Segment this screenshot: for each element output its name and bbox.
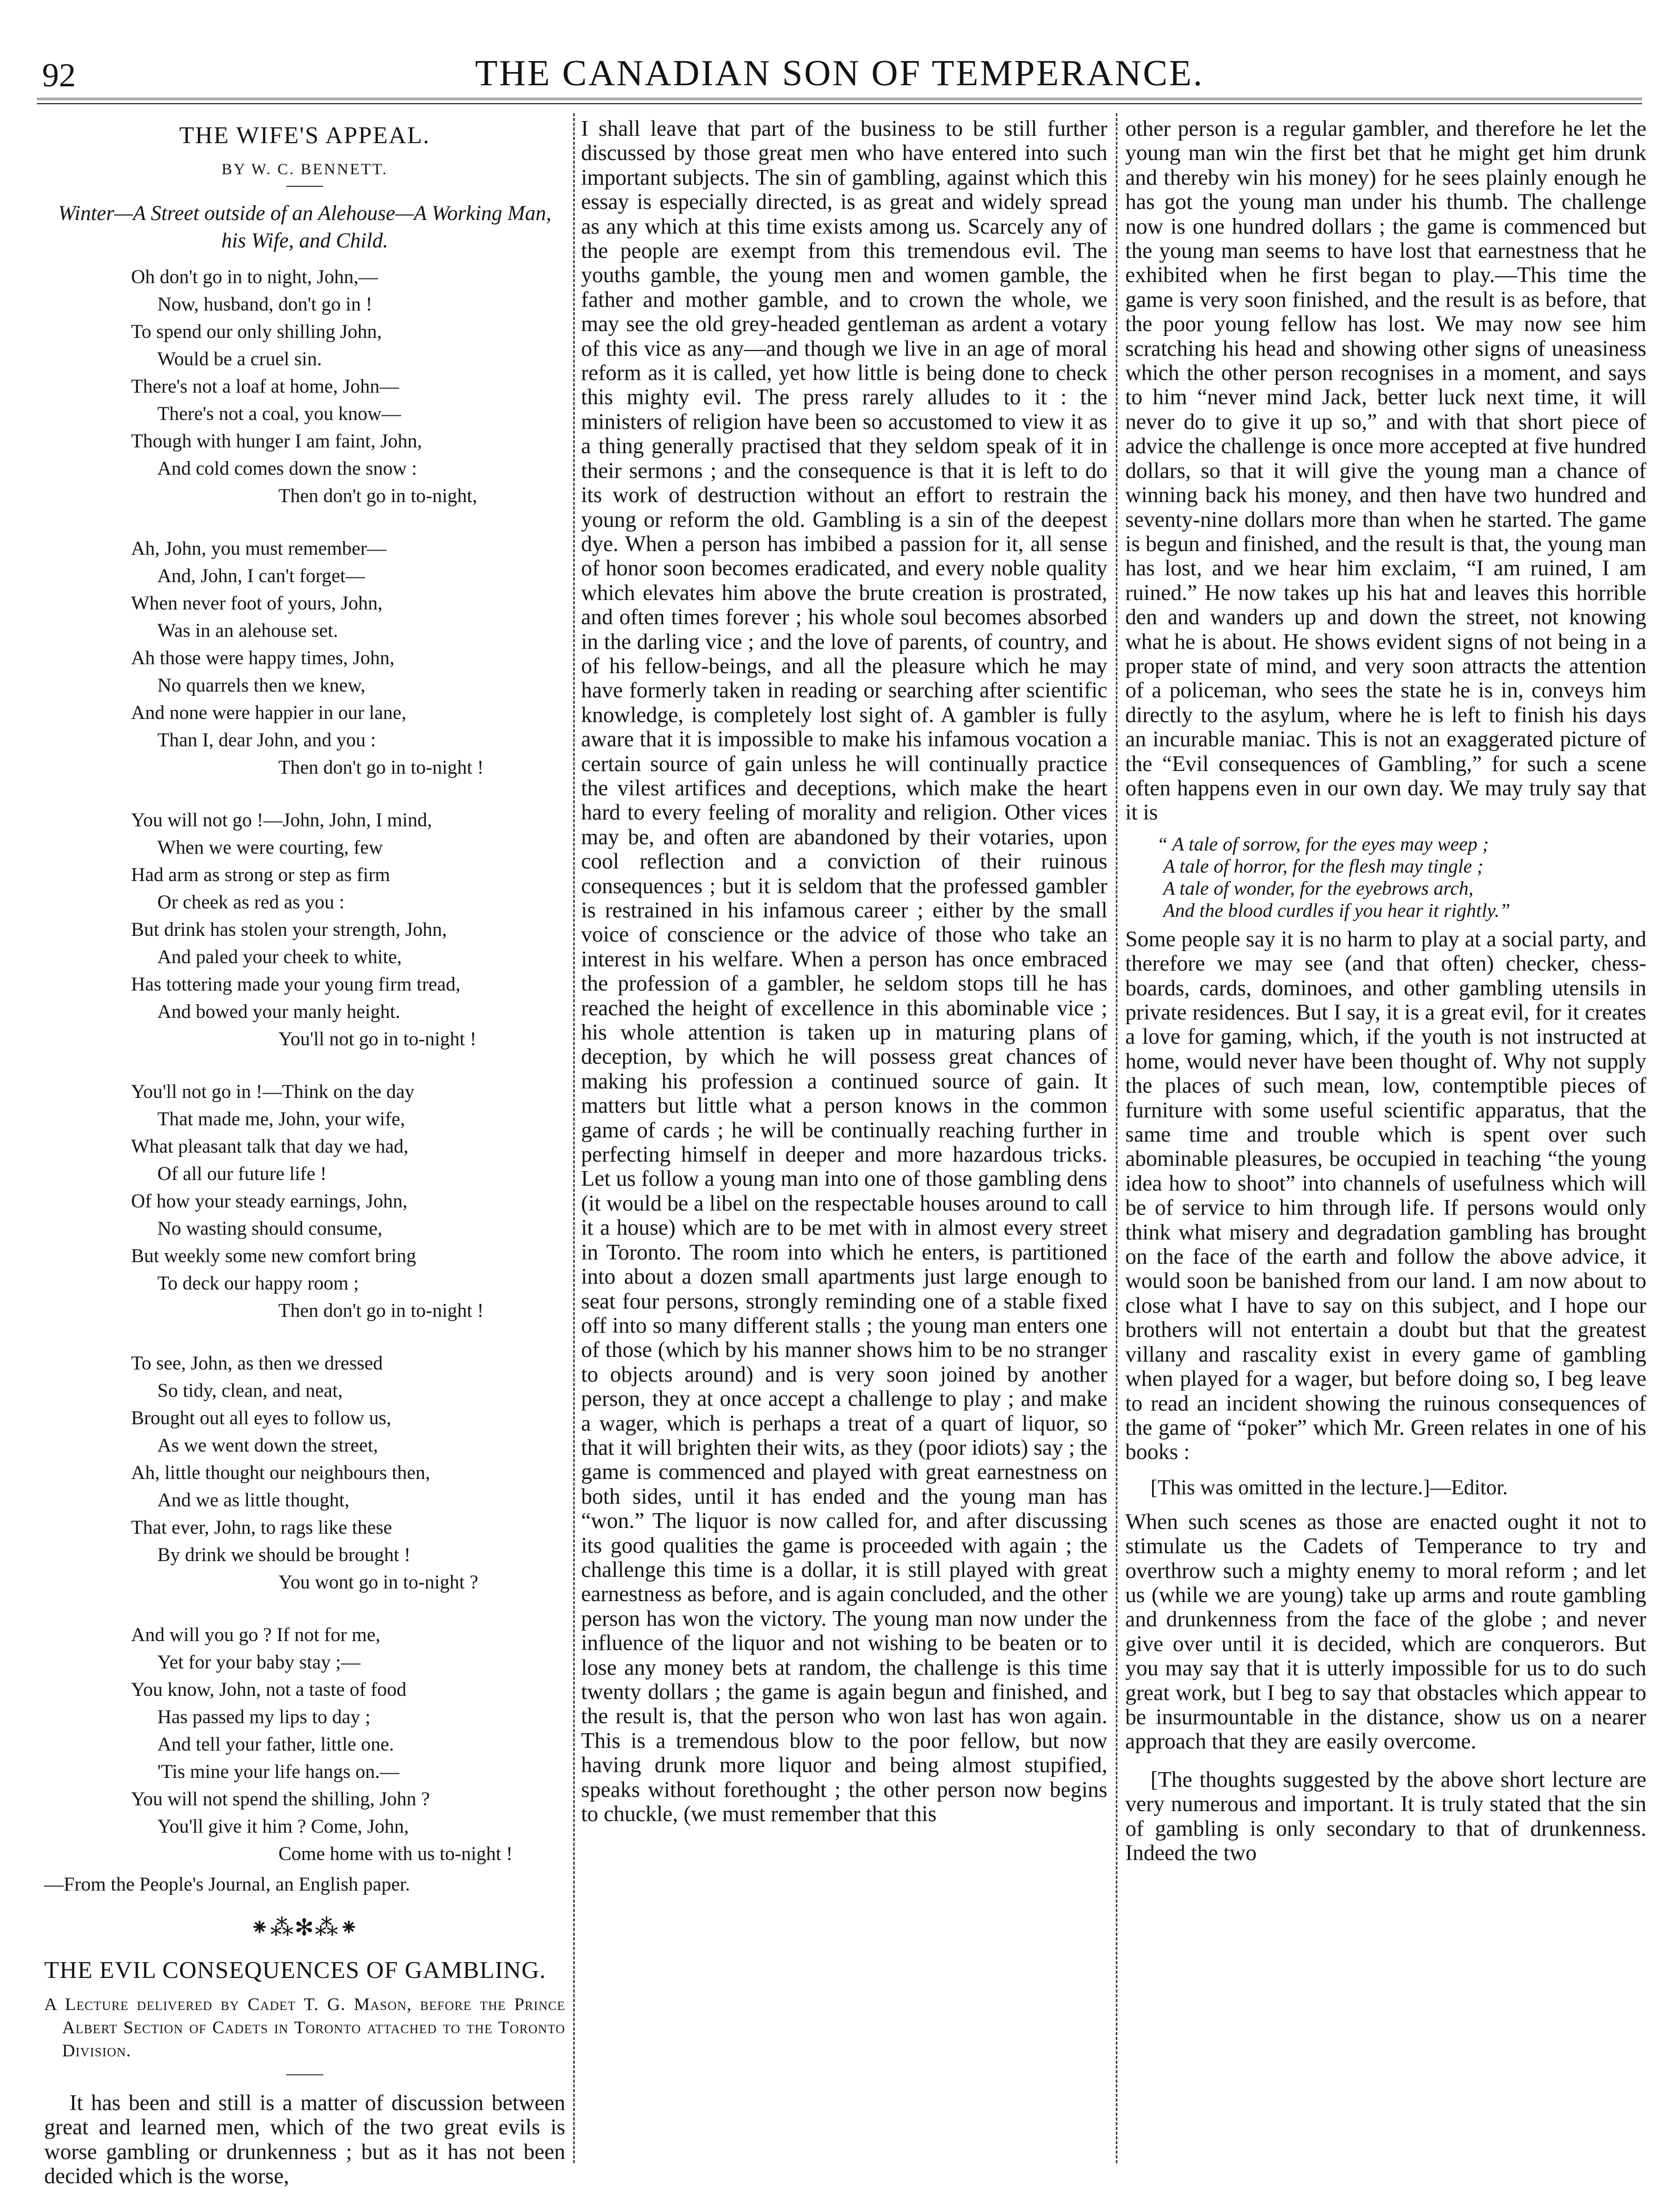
poem-refrain: Then don't go in to-night, <box>278 485 477 507</box>
column-divider <box>573 113 575 2163</box>
editor-commentary: [The thoughts suggested by the above short lecture are very numerous and important. It is truly stated that the sin of gambling is only secondary to that of drunkenness. Indeed the two <box>1125 1767 1646 1865</box>
poem-line: As we went down the street, <box>157 1435 378 1456</box>
poem-line: Though with hunger I am faint, John, <box>131 431 422 452</box>
poem-byline: BY W. C. BENNETT. <box>221 161 388 178</box>
poem-line: And none were happier in our lane, <box>131 702 406 724</box>
poem-line: And, John, I can't forget— <box>157 565 365 587</box>
poem-line: Of how your steady earnings, John, <box>131 1191 408 1212</box>
poem-line: Was in an alehouse set. <box>157 620 338 642</box>
poem-refrain: Then don't go in to-night ! <box>278 1300 484 1322</box>
poem-refrain: You'll not go in to-night ! <box>278 1028 477 1050</box>
poem-line: There's not a coal, you know— <box>157 403 401 425</box>
poem-line: And bowed your manly height. <box>157 1001 401 1023</box>
poem-line: No wasting should consume, <box>157 1218 383 1240</box>
poem-line: And cold comes down the snow : <box>157 458 417 479</box>
poem-line: To see, John, as then we dressed <box>131 1353 383 1374</box>
poem-line: No quarrels then we knew, <box>157 675 366 696</box>
ornament-divider: ⁕⁂✻⁂⁕ <box>249 1915 360 1941</box>
editor-note: [This was omitted in the lecture.]—Editor. <box>1151 1475 1508 1499</box>
poem-line: You'll not go in !—Think on the day <box>131 1081 415 1103</box>
poem-refrain: Come home with us to-night ! <box>278 1843 513 1865</box>
poem-source: —From the People's Journal, an English paper. <box>44 1874 411 1895</box>
article-paragraph: I shall leave that part of the business to be still further discussed by those great men who have entered into such important subjects. The sin of gambling, against which this essay is especially directed, is as great and widely spread as any which at this time exists among us. Scarcely any of the people are exempt from this tremendous evil. The youths gamble, the young men and women gamble, the father and mother gamble, and to crown the whole, we may see the old grey-headed gentleman as ardent a votary of this vice as any—and though we live in an age of moral reform as it is called, yet how little is being done to check this mighty evil. The press rarely alludes to it : the ministers of religion have been so accustomed to view it as a thing generally practised that they seldom speak of it in their sermons ; and the consequence is that it is left to do its work of destruction without an effort to restrain the young or reform the old. Gambling is a sin of the deepest dye. When a person has imbibed a passion for it, all sense of honor soon becomes eradicated, and every noble quality which elevates him above the brute creation is prostrated, and often times forever ; his whole soul becomes absorbed in the darling vice ; and the love of parents, of country, and of his fellow-beings, and all the pleasure which he may have formerly taken in reading or searching after scientific knowledge, is completely lost sight of. A gambler is fully aware that it is impossible to make his infamous vocation a certain source of gain unless he will continually practice the vilest artifices and deceptions, which make the heart hard to every feeling of morality and religion. Other vices may be, and often are abandoned by their votaries, upon cool reflection and a conviction of their ruinous consequences ; but it is seldom that the professed gambler is restrained in his infamous career ; either by the small voice of conscience or the advice of those who take an interest in his welfare. When a person has once embraced the profession of a gambler, he seldom stops till he has reached the height of excellence in this abominable vice ; his whole attention is taken up in maturing plans of deception, by which he will possess great chances of making his profession a continued source of gain. It matters but little what a person knows in the common game of cards ; he will be continually reaching further in perfecting himself in deeper and more hazardous tricks. Let us follow a young man into one of those gambling dens (it would be a libel on the respectable houses around to call it a house) which are to be met with in almost every street in Toronto. The room into which he enters, is partitioned into about a dozen small apartments just large enough to seat four persons, strongly reminding one of a stable fixed off into so many different stalls ; the young man enters one of those (which by his manner shows him to be no stranger to objects around) and is very soon joined by another person, they at once accept a challenge to play ; and make a wager, which is perhaps a treat of a quart of liquor, so that it will brighten their wits, as they (poor idiots) say ; the game is commenced and played with great earnestness on both sides, until it has ended and the young man has “won.” The liquor is now called for, and after discussing its good qualities the game is proceeded with again ; the challenge this time is a dollar, it is still played with great earnestness as before, and is again concluded, and the other person has won the victory. The young man now under the influence of the liquor and not wishing to be beaten or to lose any money bets at random, the challenge is this time twenty dollars ; the game is again begun and finished, and the result is, that the person who won last has won again. This is a tremendous blow to the poor fellow, but now having drunk more liquor and being almost stupified, speaks without forethought ; the other person now begins to chuckle, (we must remember that this <box>581 117 1107 1827</box>
poem-title: THE WIFE'S APPEAL. <box>179 122 431 148</box>
poem-refrain: Then don't go in to-night ! <box>278 757 484 778</box>
poem-line: Has tottering made your young firm tread, <box>131 974 461 995</box>
stanza <box>44 1078 565 1325</box>
poem-line: Now, husband, don't go in ! <box>157 294 373 315</box>
poem-line: By drink we should be brought ! <box>157 1544 411 1566</box>
poem-line: You will not spend the shilling, John ? <box>131 1788 430 1810</box>
poem-line: Oh don't go in to night, John,— <box>131 266 378 288</box>
poem-line: Would be a cruel sin. <box>157 348 322 370</box>
stanza <box>44 1622 565 1868</box>
article-paragraph: It has been and still is a matter of discussion between great and learned men, which of the two great evils is worse gambling or drunkenness ; but as it has not been decided which is the worse, <box>44 2091 565 2189</box>
poem-line: To deck our happy room ; <box>157 1273 359 1294</box>
column-divider <box>1116 113 1117 2163</box>
column-1 <box>44 117 565 2189</box>
article-paragraph: other person is a regular gambler, and therefore he let the young man win the first bet that he might get him drunk and thereby win his money) for he sees plainly enough he has got the young man under his thumb. The challenge now is one hundred dollars ; the game is commenced but the young man seems to have lost that earnestness that he exhibited when he first began to play.—This time the game is very soon finished, and the result is as before, that the poor young fellow has lost. We may now see him scratching his head and showing other signs of uneasiness which the other person recognises in a moment, and says to him “never mind Jack, better luck next time, it will never do to give it up so,” and with that short piece of advice the challenge is once more accepted at five hundred dollars, so that it will give the young man a chance of winning back his money, and then have two hundred and seventy-nine dollars more than when he started. The game is begun and finished, and the result is that, the young man has lost, and we hear him exclaim, “I am ruined, I am ruined.” He now takes up his hat and leaves this horrible den and wanders up and down the street, not knowing what he is about. He shows evident signs of not being in a proper state of mind, and very soon attracts the attention of a policeman, who sees the state he is in, conveys him directly to the asylum, where he is left to finish his days an incurable maniac. This is not an exaggerated picture of the “Evil consequences of Gambling,” for such a scene often happens even in our own day. We may truly say that it is <box>1125 117 1647 825</box>
verse-quote <box>1125 834 1646 922</box>
poem-line: Had arm as strong or step as firm <box>131 864 391 886</box>
poem-line: Yet for your baby stay ;— <box>157 1652 361 1673</box>
header-rule <box>37 98 1642 104</box>
stanza <box>44 1350 565 1596</box>
column-3 <box>1125 117 1646 2159</box>
poem-line: There's not a loaf at home, John— <box>131 376 399 397</box>
poem-line: When we were courting, few <box>157 837 383 858</box>
page-number: 92 <box>42 56 76 94</box>
poem-line: Ah those were happy times, John, <box>131 647 395 669</box>
poem-line: Or cheek as red as you : <box>157 892 345 913</box>
running-title: THE CANADIAN SON OF TEMPERANCE. <box>475 53 1204 94</box>
poem-line: You will not go !—John, John, I mind, <box>131 809 432 831</box>
quote-line: A tale of horror, for the flesh may tingle ; <box>1163 855 1484 877</box>
poem-line: But weekly some new comfort bring <box>131 1245 416 1267</box>
poem-line: That ever, John, to rags like these <box>131 1517 392 1538</box>
poem-line: Of all our future life ! <box>157 1163 327 1185</box>
poem-line: Has passed my lips to day ; <box>157 1706 371 1728</box>
stanza <box>44 535 565 782</box>
stanza <box>44 807 565 1053</box>
column-2 <box>581 117 1107 2159</box>
article-paragraph: When such scenes as those are enacted ought it not to stimulate us the Cadets of Temperance to try and overthrow such a mighty enemy to moral reform ; and let us (while we are young) take up arms and route gambling and drunkenness from the face of the globe ; and never give over until it is decided, which are conquerors. But you may say that it is utterly impossible for us to do such great work, but I beg to say that obstacles which appear to be insurmountable in the distance, show us on a nearer approach that they are easily overcome. <box>1125 1510 1646 1754</box>
poem-line: Ah, little thought our neighbours then, <box>131 1462 431 1484</box>
poem-line: Brought out all eyes to follow us, <box>131 1407 392 1429</box>
stanza <box>44 264 565 510</box>
poem-line: When never foot of yours, John, <box>131 593 383 614</box>
poem-line: And paled your cheek to white, <box>157 946 402 968</box>
poem-line: So tidy, clean, and neat, <box>157 1380 343 1402</box>
poem-line: And we as little thought, <box>157 1490 349 1511</box>
short-rule <box>286 2074 323 2075</box>
article-paragraph: Some people say it is no harm to play at a social party, and therefore we may see (and that often) checker, chess-boards, cards, dominoes, and other gambling utensils in private residences. But I say, it is a great evil, for it creates a love for gaming, which, if the youth is not instructed at home, would never have been thought of. Why not supply the places of such mean, low, contemptible pieces of furniture with some useful scientific apparatus, that the same time and trouble which is spent over such abominable pleasures, be occupied in teaching “the young idea how to shoot” into channels of usefulness which will be of service to him through life. If persons would only think what misery and degradation gambling has brought on the face of the earth and follow the above advice, it would soon be banished from our land. I am now about to close what I have to say on this subject, and I hope our brothers will not entertain a doubt but that the greatest villany and rascality exist in every game of gambling when played for a wager, but before doing so, I beg leave to read an incident showing the ruinous consequences of the game of “poker” which Mr. Green relates in one of his books : <box>1125 927 1646 1465</box>
article-title: THE EVIL CONSEQUENCES OF GAMBLING. <box>44 1956 546 1983</box>
poem-line: You'll give it him ? Come, John, <box>157 1816 409 1837</box>
poem-setting: Winter—A Street outside of an Alehouse—A Working Man, his Wife, and Child. <box>58 201 552 252</box>
poem-line: Ah, John, you must remember— <box>131 538 387 559</box>
article-byline: A Lecture delivered by Cadet T. G. Mason, before the Prince Albert Section of Cadets in Toronto attached to the Toronto Division. <box>44 1995 565 2061</box>
poem-line: Than I, dear John, and you : <box>157 729 376 751</box>
poem-line: And tell your father, little one. <box>157 1734 394 1755</box>
quote-line: And the blood curdles if you hear it rightly.” <box>1163 899 1511 922</box>
poem-line: To spend our only shilling John, <box>131 321 382 343</box>
quote-line: “ A tale of sorrow, for the eyes may weep ; <box>1157 833 1489 855</box>
poem-line: You know, John, not a taste of food <box>131 1679 407 1701</box>
poem-line: But drink has stolen your strength, John, <box>131 919 447 941</box>
poem-line: What pleasant talk that day we had, <box>131 1136 409 1157</box>
poem-line: And will you go ? If not for me, <box>131 1624 381 1646</box>
short-rule <box>286 186 323 187</box>
poem <box>44 264 565 1898</box>
poem-refrain: You wont go in to-night ? <box>278 1572 478 1593</box>
poem-line: 'Tis mine your life hangs on.— <box>157 1761 399 1783</box>
page-header <box>37 53 1642 100</box>
poem-line: That made me, John, your wife, <box>157 1108 405 1130</box>
quote-line: A tale of wonder, for the eyebrows arch, <box>1163 877 1474 899</box>
